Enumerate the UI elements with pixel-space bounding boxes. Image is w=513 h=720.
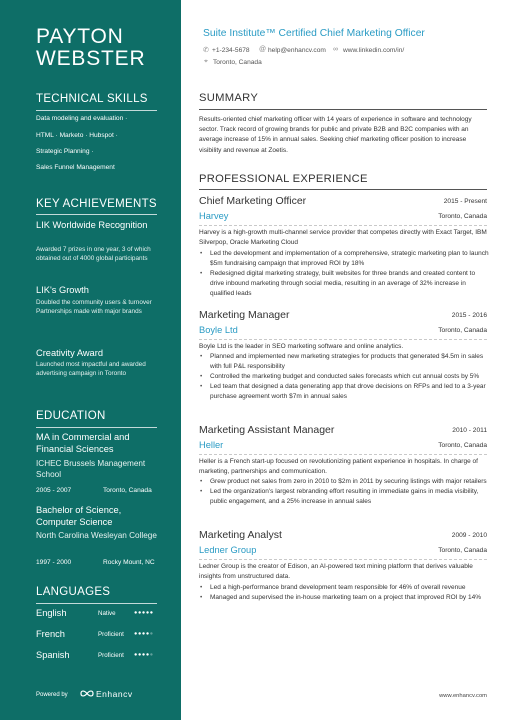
language-level: Native xyxy=(98,610,116,617)
language-name: English xyxy=(36,608,67,618)
achievement-desc: Doubled the community users & turnover Partnerships made with major brands xyxy=(36,299,152,315)
education-dates: 2005 - 2007 xyxy=(36,487,72,494)
education-dates: 1997 - 2000 xyxy=(36,559,72,566)
job-divider xyxy=(199,225,487,226)
rating-dot-filled: ● xyxy=(149,610,154,616)
email-icon: @ xyxy=(259,46,267,53)
list-item: • Led the organization's largest rebranding effort resulting in immediate gains in media visibility, public engagement, and a 25% increase in annual sales xyxy=(199,487,489,507)
contact-linkedin[interactable]: www.linkedin.com/in/ xyxy=(343,47,405,54)
skills-heading: TECHNICAL SKILLS xyxy=(36,93,148,105)
footer-url[interactable]: www.enhancv.com xyxy=(439,693,487,699)
education-heading: EDUCATION xyxy=(36,410,106,422)
achievement-title: LIK Worldwide Recognition xyxy=(36,220,148,230)
rating-dot-filled: ● xyxy=(137,610,142,616)
language-row xyxy=(36,650,158,662)
experience-heading: PROFESSIONAL EXPERIENCE xyxy=(199,173,368,185)
enhancv-logo-icon xyxy=(80,689,94,698)
skill-line: Strategic Planning · xyxy=(36,148,94,155)
achievement-title: Creativity Award xyxy=(36,348,103,358)
job-dates: 2009 - 2010 xyxy=(451,532,487,539)
language-level: Proficient xyxy=(98,652,124,659)
job-divider xyxy=(199,454,487,455)
powered-by-label: Powered by xyxy=(36,692,68,698)
education-degree: Bachelor of Science, Computer Science xyxy=(36,505,122,527)
achievement-desc: Awarded 7 prizes in one year, 3 of which obtained out of 4000 global participants xyxy=(36,246,151,262)
link-icon: ∞ xyxy=(333,46,338,53)
rating-dot-filled: ● xyxy=(141,631,146,637)
language-row xyxy=(36,629,158,641)
job-description: Heller is a French start-up focused on revolutionizing patient experience in hospitals. In charge of marketing, partnerships and communication. xyxy=(199,458,478,475)
rating-dot-filled: ● xyxy=(141,610,146,616)
language-level: Proficient xyxy=(98,631,124,638)
job-description: Boyle Ltd is the leader in SEO marketing software and online analytics. xyxy=(199,343,404,350)
language-row xyxy=(36,608,158,620)
education-degree: MA in Commercial and Financial Sciences xyxy=(36,432,130,454)
education-location: Toronto, Canada xyxy=(103,487,152,494)
job-divider xyxy=(199,339,487,340)
job-dates: 2010 - 2011 xyxy=(452,427,487,434)
job-description: Ledner Group is the creator of Edison, an AI-powered text mining platform that derives valuable insights from unstructured data. xyxy=(199,563,473,580)
job-title: Marketing Assistant Manager xyxy=(199,424,335,436)
skill-line: Data modeling and evaluation · xyxy=(36,115,128,122)
location-pin-icon: ⌖ xyxy=(204,58,208,65)
rating-dot-filled: ● xyxy=(145,652,150,658)
skill-line: Sales Funnel Management xyxy=(36,164,115,171)
phone-icon: ✆ xyxy=(203,47,209,54)
summary-heading: SUMMARY xyxy=(199,92,259,104)
job-location: Toronto, Canada xyxy=(438,213,487,220)
job-dates: 2015 - Present xyxy=(443,198,487,205)
list-item: • Led team that designed a data generating app that drove decisions on RFPs and led to a 3-year purchase agreement worth $7m in annual sales xyxy=(199,382,489,402)
rating-dot-filled: ● xyxy=(145,610,150,616)
rating-dot-filled: ● xyxy=(137,631,142,637)
achievements-heading: KEY ACHIEVEMENTS xyxy=(36,198,157,210)
list-item: • Led the development and implementation of a comprehensive, strategic marketing plan to launch $5m fundraising campaign that improved ROI by 18% xyxy=(199,249,489,269)
name-last: WEBSTER xyxy=(36,47,146,70)
sidebar xyxy=(0,0,181,720)
list-item: • Redesigned digital marketing strategy, built websites for three brands and created content to drive inbound marketing through social media, resulting in an average of 32% increase in qualified leads xyxy=(199,269,489,299)
rating-dot-filled: ● xyxy=(145,631,150,637)
job-title: Marketing Analyst xyxy=(199,529,282,541)
achievement-title: LIK's Growth xyxy=(36,285,89,295)
contact-email[interactable]: help@enhancv.com xyxy=(268,47,326,54)
education-school: North Carolina Wesleyan College xyxy=(36,531,157,540)
job-company: Heller xyxy=(199,440,224,450)
rating-dot-filled: ● xyxy=(134,610,138,616)
rating-dot-filled: ● xyxy=(134,652,138,658)
education-divider xyxy=(36,427,157,428)
job-description: Harvey is a high-growth multi-channel service provider that competes directly with Exact Target, IBM Silverpop, Oracle Marketing Cloud xyxy=(199,229,487,246)
job-location: Toronto, Canada xyxy=(438,547,487,554)
job-bullets xyxy=(199,352,489,402)
candidate-title: Suite Institute™ Certified Chief Marketing Officer xyxy=(203,28,425,39)
list-item: • Led a high-performance brand development team responsible for 46% of overall revenue xyxy=(199,583,489,593)
education-school: ICHEC Brussels Management School xyxy=(36,459,146,479)
language-name: French xyxy=(36,629,65,639)
language-rating xyxy=(134,650,154,660)
job-company: Boyle Ltd xyxy=(199,325,238,335)
rating-dot-empty: ● xyxy=(149,631,154,637)
job-bullets xyxy=(199,477,489,507)
rating-dot-filled: ● xyxy=(137,652,142,658)
name-first: PAYTON xyxy=(36,25,124,48)
job-title: Marketing Manager xyxy=(199,309,290,321)
language-name: Spanish xyxy=(36,650,70,660)
list-item: • Managed and supervised the in-house marketing team on a project that improved ROI by 14% xyxy=(199,593,489,603)
job-location: Toronto, Canada xyxy=(438,442,487,449)
languages-divider xyxy=(36,603,157,604)
language-rating xyxy=(134,629,154,639)
skill-line: HTML · Marketo · Hubspot · xyxy=(36,132,118,139)
job-bullets xyxy=(199,583,489,603)
candidate-name xyxy=(36,26,145,70)
summary-divider xyxy=(199,109,487,110)
contact-phone[interactable]: +1-234-5678 xyxy=(212,47,250,54)
job-company: Ledner Group xyxy=(199,545,257,555)
job-bullets xyxy=(199,249,489,299)
job-company: Harvey xyxy=(199,211,229,221)
list-item: • Grew product net sales from zero in 2010 to $2m in 2011 by securing listings with major retailers xyxy=(199,477,489,487)
list-item: • Planned and implemented new marketing strategies for products that generated $4.5m in sales with full P&L responsibility xyxy=(199,352,489,372)
achievement-desc: Launched most impactful and awarded advertising campaign in Toronto xyxy=(36,361,146,377)
job-title: Chief Marketing Officer xyxy=(199,195,307,207)
rating-dot-filled: ● xyxy=(134,631,138,637)
rating-dot-filled: ● xyxy=(141,652,146,658)
list-item: • Controlled the marketing budget and conducted sales forecasts which cut annual costs by 5% xyxy=(199,372,489,382)
summary-text: Results-oriented chief marketing officer with 14 years of experience in software and technology sector. Track record of growing brands for public and private B2B and B2C companies with an average increase of 15% in annual sales. Seeking chief marketing officer position to increase visibility and revenue at Zoetis. xyxy=(199,116,472,154)
languages-heading: LANGUAGES xyxy=(36,586,111,598)
job-divider xyxy=(199,559,487,560)
language-rating xyxy=(134,608,154,618)
achievements-divider xyxy=(36,214,157,215)
job-dates: 2015 - 2016 xyxy=(451,312,487,319)
job-location: Toronto, Canada xyxy=(438,327,487,334)
education-location: Rocky Mount, NC xyxy=(103,559,155,566)
contact-location: Toronto, Canada xyxy=(213,59,262,66)
skills-divider xyxy=(36,110,157,111)
rating-dot-empty: ● xyxy=(149,652,154,658)
experience-divider xyxy=(199,189,487,190)
enhancv-logo-text: Enhancv xyxy=(96,689,133,699)
